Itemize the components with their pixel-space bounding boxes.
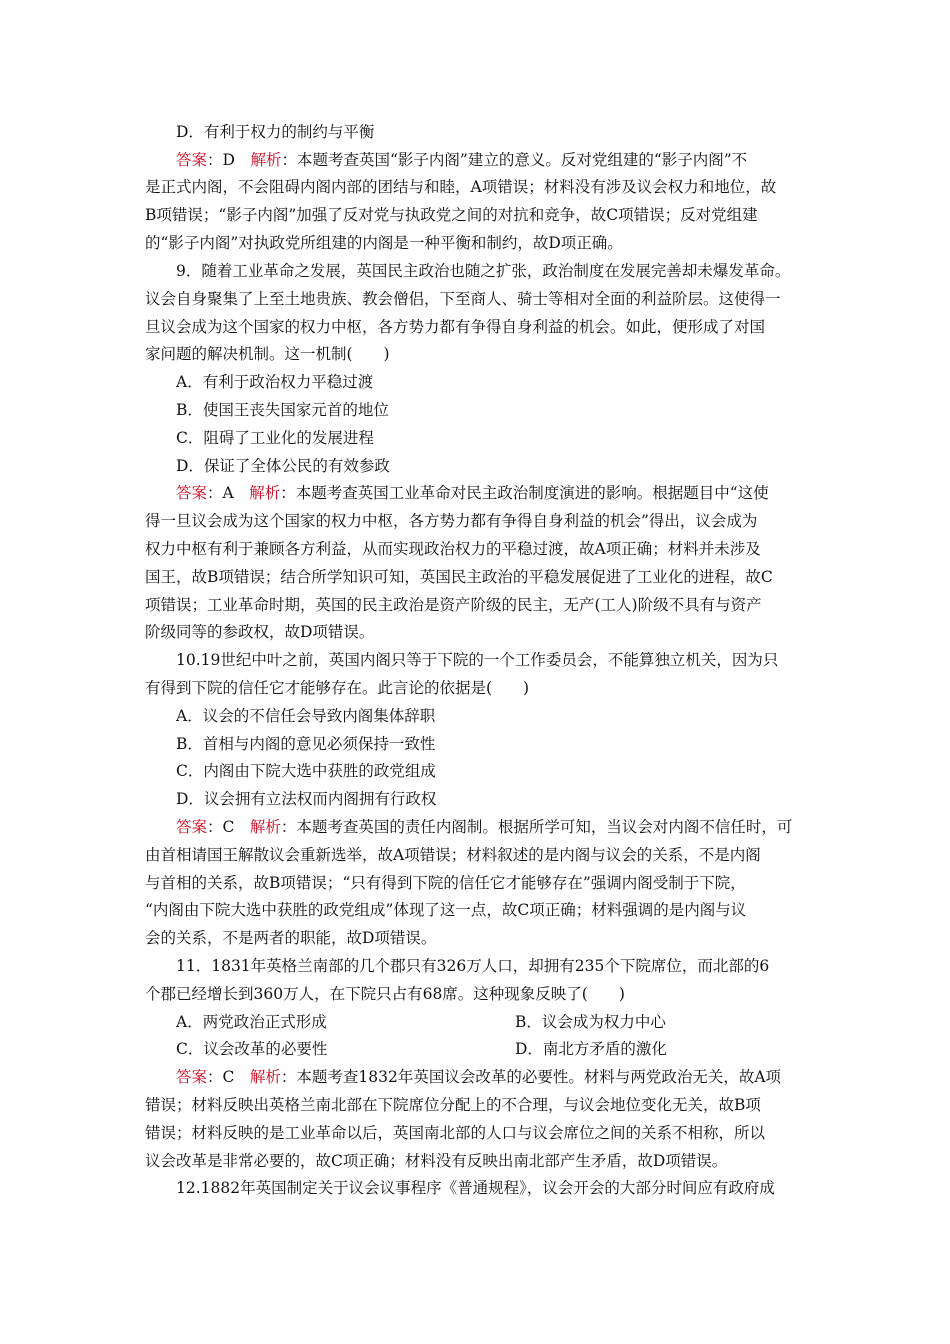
q9-stem-line: 9．随着工业革命之发展，英国民主政治也随之扩张，政治制度在发展完善却未爆发革命。: [176, 262, 791, 280]
q11-answer-value: ：C: [207, 1068, 250, 1086]
q8-analysis-line: 的“影子内阁”对执政党所组建的内阁是一种平衡和制约，故D项正确。: [145, 234, 623, 252]
q10-stem-line: 10.19世纪中叶之前，英国内阁只等于下院的一个工作委员会，不能算独立机关，因为只: [176, 651, 779, 669]
q11-analysis-line: 议会改革是非常必要的，故C项正确；材料没有反映出南北部产生矛盾，故D项错误。: [145, 1152, 728, 1170]
q9-answer-value: ：A: [207, 484, 250, 502]
q10-analysis-line: 由首相请国王解散议会重新选举，故A项错误；材料叙述的是内阁与议会的关系，不是内阁: [145, 846, 761, 864]
q10-option-d: D．议会拥有立法权而内阁拥有行政权: [176, 790, 437, 808]
q10-analysis-text: ：本题考查英国的责任内阁制。根据所学可知，当议会对内阁不信任时，可: [280, 818, 793, 836]
q10-option-c: C．内阁由下院大选中获胜的政党组成: [176, 762, 436, 780]
q9-analysis-line: 阶级同等的参政权，故D项错误。: [145, 623, 375, 641]
q9-option-b: B．使国王丧失国家元首的地位: [176, 401, 389, 419]
q9-option-a: A．有利于政治权力平稳过渡: [176, 373, 374, 391]
q9-analysis-line: 权力中枢有利于兼顾各方利益，从而实现政治权力的平稳过渡，故A项正确；材料并未涉及: [145, 540, 761, 558]
q8-answer-value: ：D: [207, 151, 251, 169]
q10-stem-line: 有得到下院的信任它才能够存在。此言论的依据是( ): [145, 679, 530, 697]
q9-stem-line: 旦议会成为这个国家的权力中枢，各方势力都有争得自身利益的机会。如此，便形成了对国: [145, 318, 766, 336]
q11-analysis-label: 解析: [249, 1068, 281, 1086]
q11-analysis-text: ：本题考查1832年英国议会改革的必要性。材料与两党政治无关，故A项: [280, 1068, 782, 1086]
q8-analysis-line: B项错误；“影子内阁”加强了反对党与执政党之间的对抗和竞争，故C项错误；反对党组建: [145, 206, 758, 224]
q9-answer-line: [176, 483, 810, 503]
q8-answer-line: [176, 150, 810, 170]
q11-analysis-line: 错误；材料反映出英格兰南北部在下院席位分配上的不合理，与议会地位变化无关，故B项: [145, 1096, 761, 1114]
q9-answer-label: 答案: [176, 484, 208, 502]
q9-analysis-text: ：本题考查英国工业革命对民主政治制度演进的影响。根据题目中“这使: [280, 484, 769, 502]
q9-stem-line: 家问题的解决机制。这一机制( ): [145, 345, 390, 363]
q8-answer-label: 答案: [176, 151, 208, 169]
q11-answer-label: 答案: [176, 1068, 208, 1086]
q10-analysis-line: 与首相的关系，故B项错误；“只有得到下院的信任它才能够存在”强调内阁受制于下院，: [145, 874, 746, 892]
q10-answer-label: 答案: [176, 818, 208, 836]
q12-stem-line: 12.1882年英国制定关于议会议事程序《普通规程》，议会开会的大部分时间应有政府成: [176, 1179, 775, 1197]
q11-options-row: [176, 1039, 810, 1059]
q10-analysis-line: 会的关系，不是两者的职能，故D项错误。: [145, 929, 437, 947]
q11-stem-line: 11．1831年英格兰南部的几个郡只有326万人口，却拥有235个下院席位，而北部的6: [176, 957, 770, 975]
q9-stem-line: 议会自身聚集了上至土地贵族、教会僧侣，下至商人、骑士等相对全面的利益阶层。这使得一: [145, 290, 781, 308]
q11-stem-line: 个郡已经增长到360万人，在下院只占有68席。这种现象反映了( ): [145, 985, 625, 1003]
q10-analysis-line: “内阁由下院大选中获胜的政党组成”体现了这一点，故C项正确；材料强调的是内阁与议: [145, 901, 747, 919]
q9-analysis-line: 得一旦议会成为这个国家的权力中枢，各方势力都有争得自身利益的机会”得出，议会成为: [145, 512, 758, 530]
q8-analysis-text: ：本题考查英国“影子内阁”建立的意义。反对党组建的“影子内阁”不: [281, 151, 748, 169]
q10-analysis-label: 解析: [249, 818, 281, 836]
q10-option-a: A．议会的不信任会导致内阁集体辞职: [176, 707, 436, 725]
q9-analysis-label: 解析: [249, 484, 281, 502]
q8-analysis-line: 是正式内阁，不会阻碍内阁内部的团结与和睦，A项错误；材料没有涉及议会权力和地位，故: [145, 178, 777, 196]
q8-analysis-label: 解析: [250, 151, 282, 169]
q10-answer-line: [176, 817, 810, 837]
q9-option-c: C．阻碍了工业化的发展进程: [176, 429, 374, 447]
q11-option-b: B．议会成为权力中心: [515, 1013, 666, 1031]
q11-answer-line: [176, 1067, 810, 1087]
q9-option-d: D．保证了全体公民的有效参政: [176, 457, 390, 475]
q11-option-a: A．两党政治正式形成: [176, 1013, 327, 1031]
q10-answer-value: ：C: [207, 818, 250, 836]
q11-analysis-line: 错误；材料反映的是工业革命以后，英国南北部的人口与议会席位之间的关系不相称，所以: [145, 1124, 766, 1142]
q8-option-d: D．有利于权力的制约与平衡: [176, 123, 375, 141]
q11-options-row: [176, 1012, 810, 1032]
q9-analysis-line: 国王，故B项错误；结合所学知识可知，英国民主政治的平稳发展促进了工业化的进程，故C: [145, 568, 773, 586]
q11-option-d: D．南北方矛盾的激化: [515, 1040, 667, 1058]
q10-option-b: B．首相与内阁的意见必须保持一致性: [176, 735, 436, 753]
q11-option-c: C．议会改革的必要性: [176, 1040, 328, 1058]
q9-analysis-line: 项错误；工业革命时期，英国的民主政治是资产阶级的民主，无产(工人)阶级不具有与资产: [145, 596, 762, 614]
